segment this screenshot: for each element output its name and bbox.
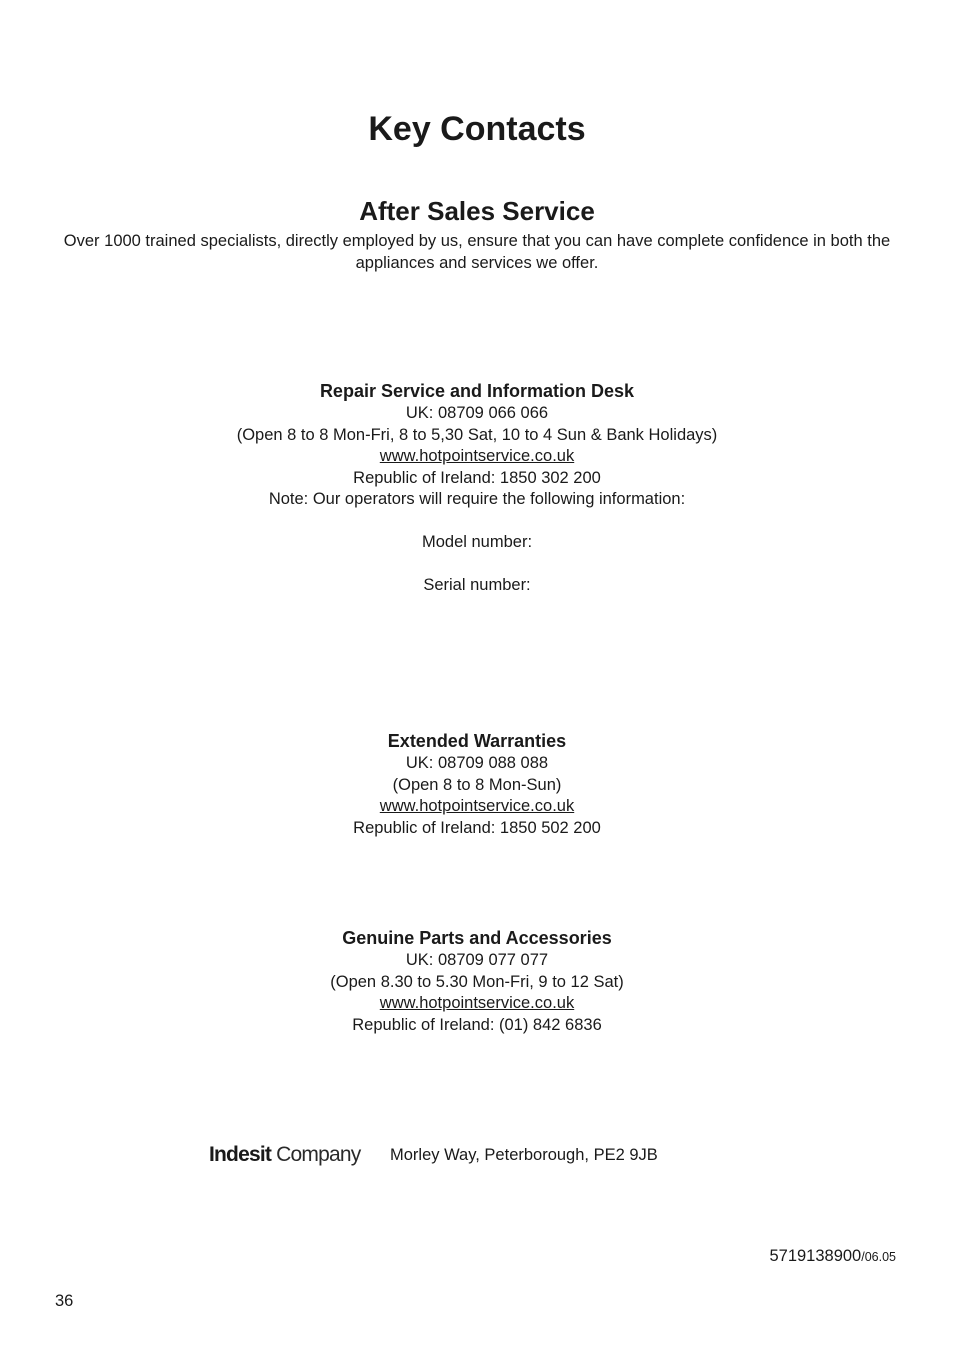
parts-uk-phone: UK: 08709 077 077 xyxy=(405,951,549,969)
parts-ireland-phone: Republic of Ireland: (01) 842 6836 xyxy=(352,1015,602,1034)
repair-heading: Repair Service and Information Desk xyxy=(319,381,635,401)
serial-number-label: Serial number: xyxy=(423,576,531,594)
document-number xyxy=(769,1246,896,1267)
section-subtitle: After Sales Service xyxy=(359,196,595,226)
page-title: Key Contacts xyxy=(368,110,586,148)
repair-hours: (Open 8 to 8 Mon-Fri, 8 to 5,30 Sat, 10 to 4 Sun & Bank Holidays) xyxy=(236,425,718,444)
warranties-heading: Extended Warranties xyxy=(387,731,567,751)
logo-sub: Company xyxy=(276,1143,361,1166)
doc-number: 5719138900 xyxy=(769,1247,862,1265)
parts-heading: Genuine Parts and Accessories xyxy=(342,928,612,948)
parts-accessories-section xyxy=(0,927,954,1036)
repair-uk-phone: UK: 08709 066 066 xyxy=(405,404,549,422)
doc-date: /06.05 xyxy=(861,1250,896,1264)
warranties-website-link[interactable]: www.hotpointservice.co.uk xyxy=(379,797,575,815)
repair-ireland-phone: Republic of Ireland: 1850 302 200 xyxy=(353,468,601,487)
company-address: Morley Way, Peterborough, PE2 9JB xyxy=(390,1146,658,1164)
warranties-uk-phone: UK: 08709 088 088 xyxy=(405,754,549,772)
warranties-ireland-phone: Republic of Ireland: 1850 502 200 xyxy=(353,818,601,837)
repair-service-section xyxy=(0,380,954,597)
logo-brand: Indesit xyxy=(209,1143,272,1166)
spacer xyxy=(0,511,954,533)
spacer xyxy=(0,554,954,576)
parts-hours: (Open 8.30 to 5.30 Mon-Fri, 9 to 12 Sat) xyxy=(330,972,624,991)
repair-note: Note: Our operators will require the following information: xyxy=(268,490,686,508)
warranties-hours: (Open 8 to 8 Mon-Sun) xyxy=(392,775,562,794)
indesit-company-logo xyxy=(209,1142,360,1168)
intro-paragraph: Over 1000 trained specialists, directly employed by us, ensure that you can have complete confidence in both the appliances and services we offer. xyxy=(63,232,891,272)
repair-website-link[interactable]: www.hotpointservice.co.uk xyxy=(379,447,575,465)
extended-warranties-section xyxy=(0,730,954,839)
model-number-label: Model number: xyxy=(421,533,533,551)
page-number: 36 xyxy=(55,1292,74,1310)
parts-website-link[interactable]: www.hotpointservice.co.uk xyxy=(379,994,575,1012)
